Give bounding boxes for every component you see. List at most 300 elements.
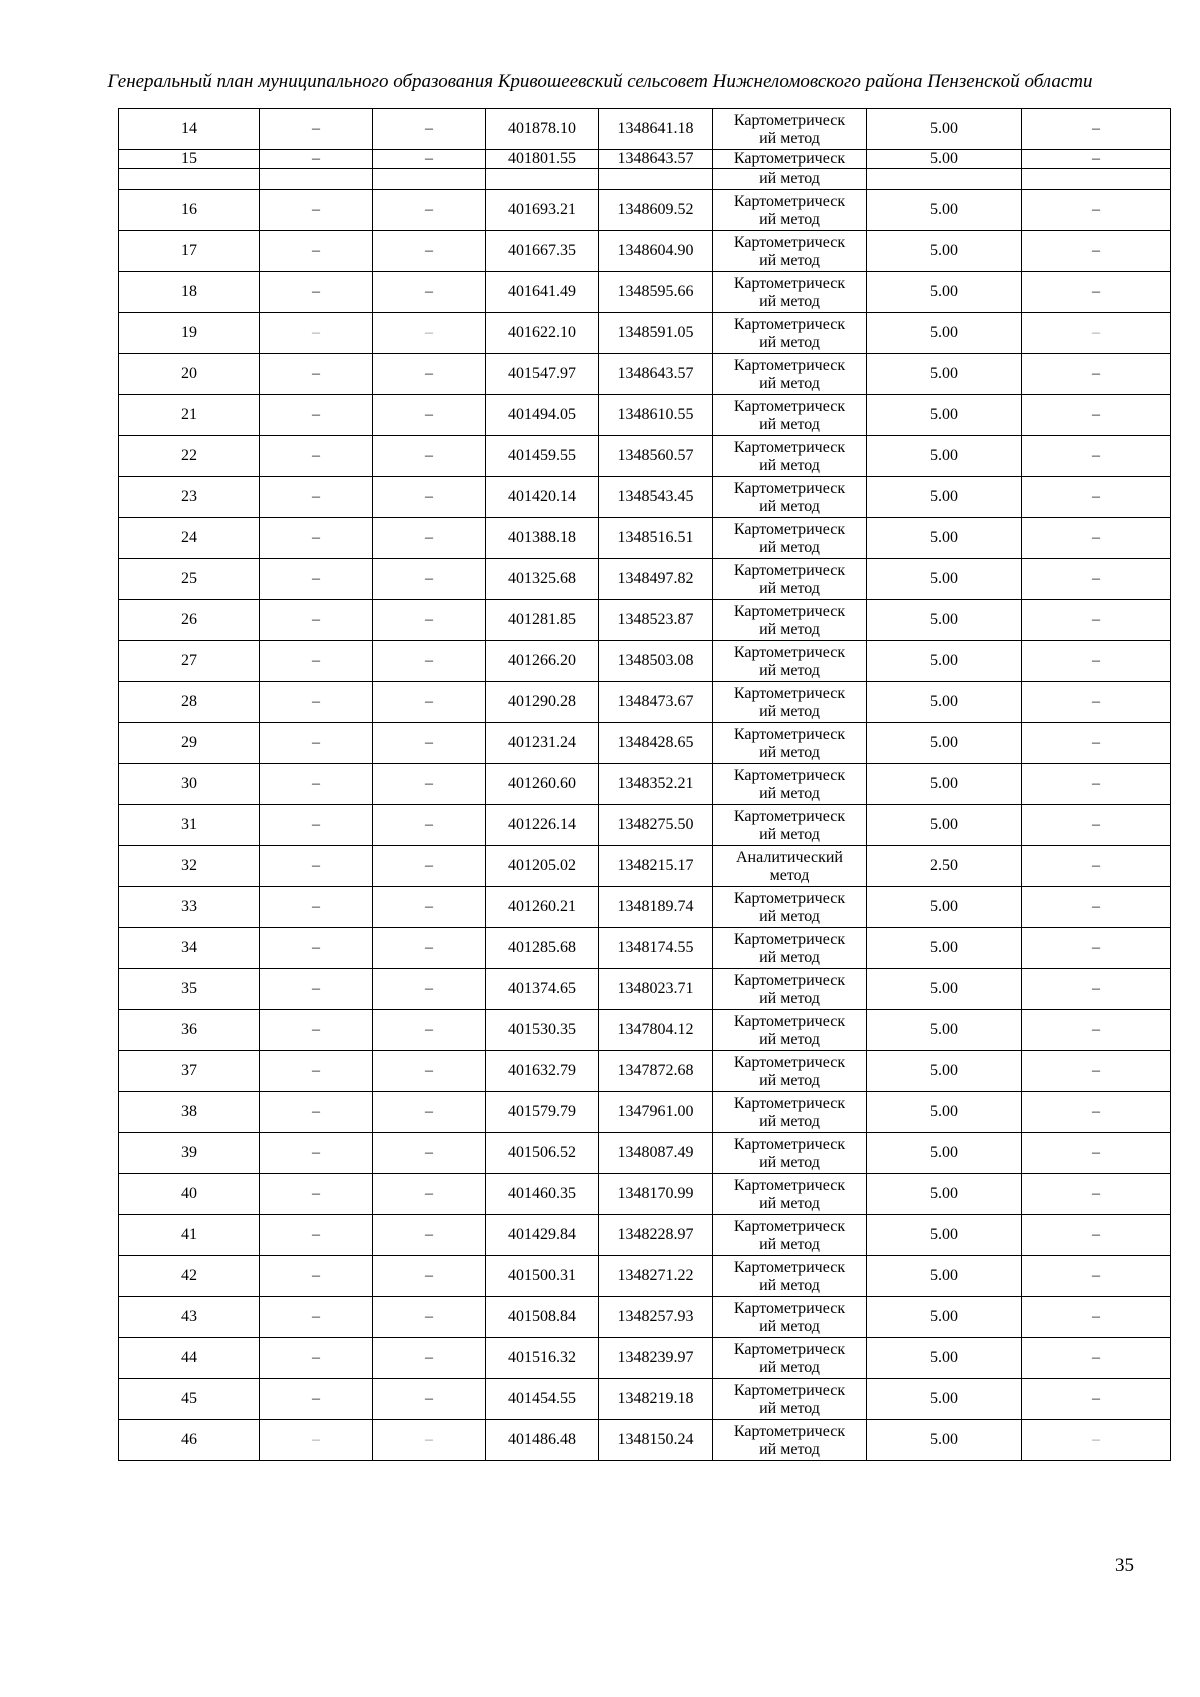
method-line-2: ий метод xyxy=(759,1153,820,1171)
col-c-cell xyxy=(1022,928,1171,969)
col-a-cell xyxy=(260,1338,373,1379)
method-cell xyxy=(713,190,867,231)
point-number-cell: 16 xyxy=(119,190,260,231)
method-cell xyxy=(713,354,867,395)
method-cell xyxy=(713,272,867,313)
col-b-cell xyxy=(373,272,486,313)
table-row xyxy=(119,150,1171,169)
col-c-cell xyxy=(1022,1010,1171,1051)
method-line-1: Картометрическ xyxy=(733,1176,846,1194)
method-cell xyxy=(713,1338,867,1379)
col-b-cell-value: – xyxy=(425,980,433,997)
y-coordinate-cell: 1348428.65 xyxy=(599,723,713,764)
y-coordinate-cell: 1348352.21 xyxy=(599,764,713,805)
method-line-1: Картометрическ xyxy=(733,766,846,784)
accuracy-cell: 5.00 xyxy=(867,1010,1022,1051)
col-b-cell xyxy=(373,600,486,641)
col-b-cell xyxy=(373,436,486,477)
method-cell xyxy=(713,1297,867,1338)
col-b-cell xyxy=(373,1174,486,1215)
method-line-2: ий метод xyxy=(759,1235,820,1253)
table-body xyxy=(119,109,1171,1461)
page-number: 35 xyxy=(1115,1555,1134,1576)
y-coordinate-cell: 1348150.24 xyxy=(599,1420,713,1461)
col-b-cell xyxy=(373,641,486,682)
x-coordinate-cell: 401374.65 xyxy=(486,969,599,1010)
method-line-1: Картометрическ xyxy=(733,930,846,948)
method-line-1: Картометрическ xyxy=(733,479,846,497)
col-b-cell xyxy=(373,109,486,150)
col-a-cell-value: – xyxy=(312,652,320,669)
point-number-cell: 43 xyxy=(119,1297,260,1338)
method-cell xyxy=(713,477,867,518)
method-cell xyxy=(713,1010,867,1051)
x-coordinate-cell: 401266.20 xyxy=(486,641,599,682)
method-line-1: Картометрическ xyxy=(733,1135,846,1153)
point-number-cell: 28 xyxy=(119,682,260,723)
accuracy-cell: 5.00 xyxy=(867,150,1022,169)
accuracy-cell: 5.00 xyxy=(867,1051,1022,1092)
col-a-cell xyxy=(260,1256,373,1297)
point-number-cell: 38 xyxy=(119,1092,260,1133)
y-coordinate-cell: 1348523.87 xyxy=(599,600,713,641)
method-line-2: ий метод xyxy=(759,743,820,761)
accuracy-cell: 5.00 xyxy=(867,1297,1022,1338)
method-cell xyxy=(713,1133,867,1174)
coordinates-table xyxy=(118,108,1171,1461)
table-row xyxy=(119,395,1171,436)
x-coordinate-cell: 401429.84 xyxy=(486,1215,599,1256)
accuracy-cell: 5.00 xyxy=(867,764,1022,805)
point-number-cell: 42 xyxy=(119,1256,260,1297)
method-line-1: Картометрическ xyxy=(733,602,846,620)
empty-cell xyxy=(486,169,599,190)
table-row xyxy=(119,600,1171,641)
col-c-cell xyxy=(1022,272,1171,313)
method-line-2: ий метод xyxy=(759,907,820,925)
x-coordinate-cell: 401459.55 xyxy=(486,436,599,477)
col-c-cell xyxy=(1022,600,1171,641)
method-line-2: ий метод xyxy=(759,497,820,515)
col-b-cell xyxy=(373,313,486,354)
accuracy-cell: 5.00 xyxy=(867,559,1022,600)
method-line-2: ий метод xyxy=(759,1440,820,1458)
accuracy-cell: 5.00 xyxy=(867,969,1022,1010)
method-cell xyxy=(713,682,867,723)
point-number-cell: 19 xyxy=(119,313,260,354)
method-cell xyxy=(713,1051,867,1092)
col-a-cell-value: – xyxy=(312,283,320,300)
x-coordinate-cell: 401508.84 xyxy=(486,1297,599,1338)
col-c-cell xyxy=(1022,805,1171,846)
method-line-2: ий метод xyxy=(759,1276,820,1294)
table-row xyxy=(119,559,1171,600)
method-cell xyxy=(713,723,867,764)
table-row xyxy=(119,764,1171,805)
empty-cell xyxy=(599,169,713,190)
method-line-1: Картометрическ xyxy=(733,971,846,989)
method-line-1: Картометрическ xyxy=(733,643,846,661)
col-c-cell-value: – xyxy=(1092,898,1100,915)
col-b-cell xyxy=(373,395,486,436)
table-row xyxy=(119,231,1171,272)
col-b-cell-value: – xyxy=(425,1390,433,1407)
accuracy-cell: 5.00 xyxy=(867,641,1022,682)
method-line-1: Картометрическ xyxy=(733,1094,846,1112)
y-coordinate-cell: 1348215.17 xyxy=(599,846,713,887)
accuracy-cell: 5.00 xyxy=(867,313,1022,354)
col-b-cell-value: – xyxy=(425,529,433,546)
col-c-cell-value: – xyxy=(1092,1226,1100,1243)
col-a-cell-value: – xyxy=(312,324,320,341)
col-c-cell xyxy=(1022,1256,1171,1297)
point-number-cell: 29 xyxy=(119,723,260,764)
point-number-cell: 14 xyxy=(119,109,260,150)
x-coordinate-cell: 401460.35 xyxy=(486,1174,599,1215)
point-number-cell: 39 xyxy=(119,1133,260,1174)
col-a-cell xyxy=(260,846,373,887)
point-number-cell: 34 xyxy=(119,928,260,969)
method-cell xyxy=(713,1092,867,1133)
method-cell xyxy=(713,109,867,150)
col-c-cell-value: – xyxy=(1092,1103,1100,1120)
x-coordinate-cell: 401231.24 xyxy=(486,723,599,764)
col-b-cell xyxy=(373,1215,486,1256)
col-c-cell xyxy=(1022,109,1171,150)
col-c-cell-value: – xyxy=(1092,1021,1100,1038)
col-c-cell-value: – xyxy=(1092,775,1100,792)
col-c-cell xyxy=(1022,1215,1171,1256)
y-coordinate-cell: 1348643.57 xyxy=(599,150,713,169)
col-a-cell xyxy=(260,436,373,477)
table-row xyxy=(119,641,1171,682)
x-coordinate-cell: 401801.55 xyxy=(486,150,599,169)
method-line-2: метод xyxy=(769,866,810,884)
x-coordinate-cell: 401420.14 xyxy=(486,477,599,518)
col-c-cell xyxy=(1022,395,1171,436)
col-c-cell-value: – xyxy=(1092,1144,1100,1161)
point-number-cell: 46 xyxy=(119,1420,260,1461)
col-c-cell xyxy=(1022,150,1171,169)
col-c-cell-value: – xyxy=(1092,611,1100,628)
table-row xyxy=(119,969,1171,1010)
y-coordinate-cell: 1348023.71 xyxy=(599,969,713,1010)
col-a-cell-value: – xyxy=(312,1185,320,1202)
col-a-cell xyxy=(260,969,373,1010)
method-cell xyxy=(713,231,867,272)
empty-cell xyxy=(1022,169,1171,190)
col-a-cell xyxy=(260,805,373,846)
method-cell: Картометрическ xyxy=(713,150,867,169)
col-c-cell xyxy=(1022,846,1171,887)
col-a-cell-value: – xyxy=(312,447,320,464)
col-c-cell-value: – xyxy=(1092,283,1100,300)
x-coordinate-cell: 401622.10 xyxy=(486,313,599,354)
col-b-cell xyxy=(373,1297,486,1338)
col-a-cell-value: – xyxy=(312,529,320,546)
col-c-cell-value: – xyxy=(1092,693,1100,710)
col-c-cell-value: – xyxy=(1092,120,1100,137)
col-a-cell-value: – xyxy=(312,150,320,167)
table-row xyxy=(119,272,1171,313)
method-line-2: ий метод xyxy=(759,374,820,392)
method-line-2: ий метод xyxy=(759,1071,820,1089)
col-c-cell-value: – xyxy=(1092,1349,1100,1366)
method-cell xyxy=(713,518,867,559)
x-coordinate-cell: 401500.31 xyxy=(486,1256,599,1297)
col-c-cell xyxy=(1022,764,1171,805)
col-b-cell-value: – xyxy=(425,1185,433,1202)
col-b-cell-value: – xyxy=(425,1349,433,1366)
col-a-cell-value: – xyxy=(312,1349,320,1366)
method-cell xyxy=(713,313,867,354)
col-a-cell xyxy=(260,1174,373,1215)
y-coordinate-cell: 1348174.55 xyxy=(599,928,713,969)
y-coordinate-cell: 1348609.52 xyxy=(599,190,713,231)
point-number-cell: 18 xyxy=(119,272,260,313)
method-line-1: Картометрическ xyxy=(733,520,846,538)
col-a-cell-value: – xyxy=(312,406,320,423)
table-row xyxy=(119,1379,1171,1420)
col-a-cell xyxy=(260,150,373,169)
accuracy-cell: 5.00 xyxy=(867,436,1022,477)
method-line-1: Картометрическ xyxy=(733,1340,846,1358)
col-a-cell-value: – xyxy=(312,1226,320,1243)
table-row xyxy=(119,1215,1171,1256)
col-a-cell xyxy=(260,723,373,764)
table-row xyxy=(119,1051,1171,1092)
coordinates-table-wrap xyxy=(118,108,1170,1461)
col-a-cell-value: – xyxy=(312,570,320,587)
col-c-cell-value: – xyxy=(1092,857,1100,874)
x-coordinate-cell: 401260.21 xyxy=(486,887,599,928)
col-b-cell-value: – xyxy=(425,488,433,505)
x-coordinate-cell: 401506.52 xyxy=(486,1133,599,1174)
y-coordinate-cell: 1348641.18 xyxy=(599,109,713,150)
col-b-cell-value: – xyxy=(425,1021,433,1038)
method-line-2: ий метод xyxy=(759,661,820,679)
col-b-cell-value: – xyxy=(425,1308,433,1325)
col-b-cell xyxy=(373,1051,486,1092)
table-row xyxy=(119,313,1171,354)
col-a-cell xyxy=(260,1092,373,1133)
accuracy-cell: 5.00 xyxy=(867,682,1022,723)
method-line-1: Картометрическ xyxy=(733,1217,846,1235)
x-coordinate-cell: 401388.18 xyxy=(486,518,599,559)
col-b-cell xyxy=(373,150,486,169)
method-line-1: Картометрическ xyxy=(733,1299,846,1317)
method-line-2: ий метод xyxy=(759,1358,820,1376)
accuracy-cell: 5.00 xyxy=(867,272,1022,313)
accuracy-cell: 5.00 xyxy=(867,231,1022,272)
col-c-cell-value: – xyxy=(1092,150,1100,167)
y-coordinate-cell: 1348087.49 xyxy=(599,1133,713,1174)
method-line-2: ий метод xyxy=(759,825,820,843)
x-coordinate-cell: 401325.68 xyxy=(486,559,599,600)
col-c-cell-value: – xyxy=(1092,324,1100,341)
method-line-1: Аналитический xyxy=(735,848,843,866)
col-c-cell xyxy=(1022,1092,1171,1133)
y-coordinate-cell: 1348228.97 xyxy=(599,1215,713,1256)
y-coordinate-cell: 1348473.67 xyxy=(599,682,713,723)
col-c-cell-value: – xyxy=(1092,488,1100,505)
col-b-cell xyxy=(373,969,486,1010)
x-coordinate-cell: 401530.35 xyxy=(486,1010,599,1051)
method-cell xyxy=(713,600,867,641)
y-coordinate-cell: 1348595.66 xyxy=(599,272,713,313)
col-c-cell xyxy=(1022,887,1171,928)
col-b-cell xyxy=(373,518,486,559)
col-b-cell-value: – xyxy=(425,898,433,915)
col-a-cell xyxy=(260,1133,373,1174)
method-line-1: Картометрическ xyxy=(733,397,846,415)
col-b-cell xyxy=(373,1379,486,1420)
accuracy-cell: 5.00 xyxy=(867,887,1022,928)
point-number-cell: 23 xyxy=(119,477,260,518)
col-b-cell-value: – xyxy=(425,324,433,341)
method-cell xyxy=(713,887,867,928)
col-a-cell xyxy=(260,1379,373,1420)
col-c-cell-value: – xyxy=(1092,447,1100,464)
x-coordinate-cell: 401693.21 xyxy=(486,190,599,231)
x-coordinate-cell: 401285.68 xyxy=(486,928,599,969)
col-a-cell-value: – xyxy=(312,980,320,997)
col-c-cell-value: – xyxy=(1092,652,1100,669)
method-line-2: ий метод xyxy=(759,702,820,720)
col-c-cell-value: – xyxy=(1092,980,1100,997)
method-cell xyxy=(713,559,867,600)
col-a-cell-value: – xyxy=(312,365,320,382)
col-c-cell-value: – xyxy=(1092,1062,1100,1079)
col-c-cell-value: – xyxy=(1092,1390,1100,1407)
col-b-cell xyxy=(373,477,486,518)
col-b-cell-value: – xyxy=(425,1103,433,1120)
table-row xyxy=(119,1297,1171,1338)
accuracy-cell: 5.00 xyxy=(867,477,1022,518)
method-cell xyxy=(713,1420,867,1461)
col-a-cell-value: – xyxy=(312,693,320,710)
method-line-1: Картометрическ xyxy=(733,1381,846,1399)
col-c-cell-value: – xyxy=(1092,242,1100,259)
point-number-cell: 20 xyxy=(119,354,260,395)
col-c-cell-value: – xyxy=(1092,816,1100,833)
col-b-cell xyxy=(373,723,486,764)
point-number-cell: 31 xyxy=(119,805,260,846)
col-a-cell-value: – xyxy=(312,120,320,137)
empty-cell xyxy=(373,169,486,190)
point-number-cell: 24 xyxy=(119,518,260,559)
accuracy-cell: 5.00 xyxy=(867,190,1022,231)
method-line-1: Картометрическ xyxy=(733,438,846,456)
y-coordinate-cell: 1348257.93 xyxy=(599,1297,713,1338)
x-coordinate-cell: 401632.79 xyxy=(486,1051,599,1092)
col-a-cell xyxy=(260,682,373,723)
table-row xyxy=(119,518,1171,559)
col-a-cell-value: – xyxy=(312,857,320,874)
method-line-1: Картометрическ xyxy=(733,315,846,333)
method-line-1: Картометрическ xyxy=(733,233,846,251)
col-c-cell xyxy=(1022,1379,1171,1420)
col-a-cell-value: – xyxy=(312,1267,320,1284)
y-coordinate-cell: 1348503.08 xyxy=(599,641,713,682)
method-line-1: Картометрическ xyxy=(733,1012,846,1030)
col-c-cell-value: – xyxy=(1092,1185,1100,1202)
method-line-2: ий метод xyxy=(759,292,820,310)
accuracy-cell: 5.00 xyxy=(867,1174,1022,1215)
col-b-cell-value: – xyxy=(425,611,433,628)
accuracy-cell: 2.50 xyxy=(867,846,1022,887)
accuracy-cell: 5.00 xyxy=(867,805,1022,846)
col-b-cell-value: – xyxy=(425,693,433,710)
empty-cell xyxy=(260,169,373,190)
col-c-cell-value: – xyxy=(1092,529,1100,546)
method-line-2: ий метод xyxy=(759,538,820,556)
point-number-cell: 27 xyxy=(119,641,260,682)
col-c-cell xyxy=(1022,518,1171,559)
col-a-cell-value: – xyxy=(312,1308,320,1325)
accuracy-cell: 5.00 xyxy=(867,395,1022,436)
col-b-cell xyxy=(373,887,486,928)
col-a-cell xyxy=(260,231,373,272)
x-coordinate-cell: 401641.49 xyxy=(486,272,599,313)
method-line-2: ий метод xyxy=(759,1030,820,1048)
col-a-cell-value: – xyxy=(312,201,320,218)
method-line-1: Картометрическ xyxy=(733,356,846,374)
method-line-2: ий метод xyxy=(759,989,820,1007)
y-coordinate-cell: 1348643.57 xyxy=(599,354,713,395)
col-a-cell-value: – xyxy=(312,734,320,751)
col-b-cell xyxy=(373,231,486,272)
col-a-cell xyxy=(260,928,373,969)
col-b-cell-value: – xyxy=(425,939,433,956)
point-number-cell: 21 xyxy=(119,395,260,436)
method-line-2: ий метод xyxy=(759,948,820,966)
col-a-cell xyxy=(260,354,373,395)
col-c-cell xyxy=(1022,682,1171,723)
method-line-2: ий метод xyxy=(759,579,820,597)
col-c-cell xyxy=(1022,1297,1171,1338)
col-a-cell xyxy=(260,313,373,354)
col-a-cell-value: – xyxy=(312,816,320,833)
col-a-cell xyxy=(260,641,373,682)
col-b-cell-value: – xyxy=(425,570,433,587)
col-b-cell xyxy=(373,805,486,846)
col-b-cell-value: – xyxy=(425,1431,433,1448)
col-c-cell xyxy=(1022,969,1171,1010)
point-number-cell: 15 xyxy=(119,150,260,169)
col-c-cell xyxy=(1022,313,1171,354)
col-a-cell-value: – xyxy=(312,1021,320,1038)
col-c-cell xyxy=(1022,1420,1171,1461)
col-b-cell xyxy=(373,1133,486,1174)
method-cell-continuation: ий метод xyxy=(713,169,867,190)
col-a-cell xyxy=(260,1420,373,1461)
col-b-cell xyxy=(373,190,486,231)
col-c-cell-value: – xyxy=(1092,1431,1100,1448)
col-c-cell-value: – xyxy=(1092,1267,1100,1284)
col-c-cell-value: – xyxy=(1092,406,1100,423)
accuracy-cell: 5.00 xyxy=(867,518,1022,559)
y-coordinate-cell: 1348219.18 xyxy=(599,1379,713,1420)
accuracy-cell: 5.00 xyxy=(867,1379,1022,1420)
col-b-cell xyxy=(373,1092,486,1133)
point-number-cell: 37 xyxy=(119,1051,260,1092)
point-number-cell: 32 xyxy=(119,846,260,887)
method-line-2: ий метод xyxy=(759,415,820,433)
col-a-cell xyxy=(260,559,373,600)
x-coordinate-cell: 401516.32 xyxy=(486,1338,599,1379)
col-a-cell-value: – xyxy=(312,1103,320,1120)
